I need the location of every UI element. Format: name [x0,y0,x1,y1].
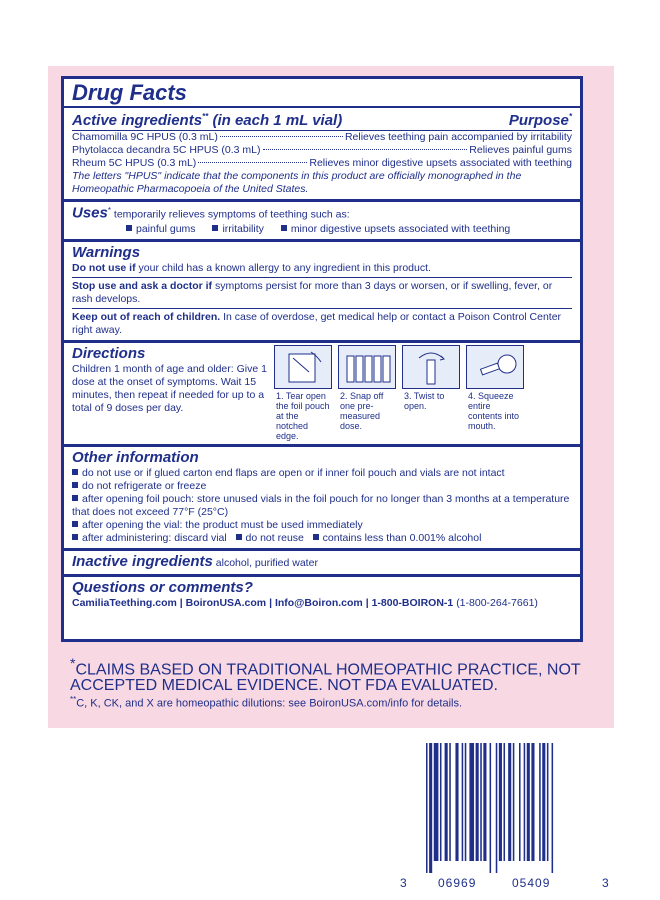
uses-intro: temporarily relieves symptoms of teething such as: [113,208,350,221]
info-item: after opening the vial: the product must be used immediately [72,519,572,532]
asterisk: * [568,112,572,121]
warnings-heading: Warnings [72,243,141,261]
warnings-section [64,242,580,343]
step-caption: 2. Snap off one pre-measured dose. [340,390,384,431]
direction-step [274,345,332,441]
active-ingredients-section [64,79,580,202]
barcode-bar [499,743,502,861]
barcode-digits-group1: 06969 [438,876,477,890]
ingredient-purpose: Relieves painful gums [469,144,572,156]
barcode-bar [429,743,432,873]
contact-line: CamiliaTeething.com | BoironUSA.com | Info@Boiron.com | 1-800-BOIRON-1 (1-800-264-7661) [72,596,538,609]
barcode-bar [496,743,498,873]
active-ingredients-header [72,108,572,131]
ingredient-name: Phytolacca decandra 5C HPUS (0.3 mL) [72,144,261,156]
step-caption: 1. Tear open the foil pouch at the notched edge. [276,390,330,441]
ingredient-row [72,157,572,170]
barcode-bar [465,743,467,861]
other-information-heading: Other information [72,448,199,466]
direction-steps [274,345,524,441]
vials-icon [338,345,396,389]
keep-out-line: Keep out of reach of children. In case of overdose, get medical help or contact a Poison Control Center right away. [72,310,562,336]
stop-use-line: Stop use and ask a doctor if symptoms persist for more than 3 days or worsen, or if swelling, fever, or rash develops. [72,279,553,305]
bullet-icon [72,521,78,527]
barcode-bar [524,743,526,861]
barcode-bar [508,743,511,861]
barcode-bar [490,743,492,873]
barcode-bar [547,743,549,861]
contact-website: BoironUSA.com [185,596,267,609]
barcode-bar [504,743,506,861]
twist-icon [402,345,460,389]
active-ingredients-heading: Active ingredients [72,112,203,129]
bullet-icon [236,534,242,540]
bullet-icon [72,495,78,501]
barcode-bar [426,743,428,873]
barcode-bar [519,743,521,861]
bullet-icon [212,225,218,231]
ingredient-row [72,131,572,144]
direction-step [466,345,524,441]
barcode-bar [440,743,442,861]
info-item-row: after administering: discard vial do not reuse contains less than 0.001% alcohol [72,532,572,545]
bullet-icon [72,534,78,540]
directions-heading: Directions [72,344,146,362]
barcode-bar [462,743,464,861]
contact-email: Info@Boiron.com [274,596,363,609]
inactive-ingredients-heading: Inactive ingredients [72,552,213,570]
barcode-bar [469,743,474,861]
drug-facts-title: Drug Facts [64,81,580,108]
directions-text: Children 1 month of age and older: Give 1 dose at the onset of symptoms. Wait 15 minutes, then repeat if needed for up to a total of 9 doses per day. [72,362,267,414]
hpus-note: The letters "HPUS" indicate that the components in this product are officially monographed in the Homeopathic Pharmacopoeia of the United States. [72,170,522,195]
barcode-bar [531,743,534,861]
claims-footnote: *CLAIMS BASED ON TRADITIONAL HOMEOPATHIC PRACTICE, NOT ACCEPTED MEDICAL EVIDENCE. NOT FDA EVALUATED. [70,655,581,695]
info-item: do not use or if glued carton end flaps are open or if inner foil pouch and vials are not intact [72,467,572,480]
purpose-heading: Purpose [508,112,569,129]
barcode-bar [455,743,458,861]
asterisk: * [107,206,111,215]
bullet-icon [126,225,132,231]
ingredient-purpose: Relieves minor digestive upsets associated with teething [309,157,572,169]
squeeze-icon [466,345,524,389]
use-item: painful gums [136,222,196,235]
questions-heading: Questions or comments? [72,578,253,596]
barcode-digit-left: 3 [400,876,408,890]
do-not-use-line: Do not use if your child has a known allergy to any ingredient in this product. [72,261,431,274]
drug-facts-box [61,76,583,642]
questions-section [64,577,580,613]
barcode-bars [426,743,596,873]
contact-phone-numeric: (1-800-264-7661) [456,596,538,609]
step-caption: 4. Squeeze entire contents into mouth. [468,390,520,431]
ingredient-name: Chamomilla 9C HPUS (0.3 mL) [72,131,218,143]
barcode-bar [480,743,482,861]
inactive-ingredients-text: alcohol, purified water [215,556,318,569]
barcode-bar [527,743,530,861]
barcode-bar [542,743,545,861]
barcode-bar [552,743,554,873]
ingredient-name: Rheum 5C HPUS (0.3 mL) [72,157,197,169]
contact-phone: 1-800-BOIRON-1 [371,596,454,609]
barcode-bar [476,743,479,861]
barcode-digit-right: 3 [602,876,610,890]
barcode-bar [539,743,541,861]
bullet-icon [281,225,287,231]
barcode-bar [445,743,448,861]
barcode-bar [449,743,451,861]
inactive-ingredients-section [64,551,580,577]
step-caption: 3. Twist to open. [404,390,445,411]
ingredient-row [72,144,572,157]
ingredient-purpose: Relieves teething pain accompanied by irritability [344,131,572,143]
upc-barcode [400,743,612,891]
use-item: minor digestive upsets associated with teething [290,222,511,235]
bullet-icon [72,482,78,488]
directions-section [64,343,580,447]
info-item: do not refrigerate or freeze [72,480,572,493]
dilutions-footnote: **C, K, CK, and X are homeopathic dilutions: see BoironUSA.com/info for details. [70,695,463,710]
direction-step [402,345,460,441]
contact-website: CamiliaTeething.com [72,596,177,609]
uses-section [64,202,580,242]
barcode-bar [434,743,439,861]
bullet-icon [72,469,78,475]
direction-step [338,345,396,441]
bullet-icon [313,534,319,540]
info-item: after opening foil pouch: store unused vials in the foil pouch for no longer than 3 months at a temperature that does not exceed 77°F (25°C) [72,492,570,518]
uses-heading: Uses [72,204,108,222]
barcode-bar [483,743,486,861]
barcode-bar [513,743,515,861]
double-asterisk: ** [202,112,209,121]
use-item: irritability [222,222,264,235]
other-information-section [64,447,580,551]
active-ingredients-suffix: (in each 1 mL vial) [212,112,343,129]
barcode-digits-group2: 05409 [512,876,551,890]
foil-pouch-icon [274,345,332,389]
